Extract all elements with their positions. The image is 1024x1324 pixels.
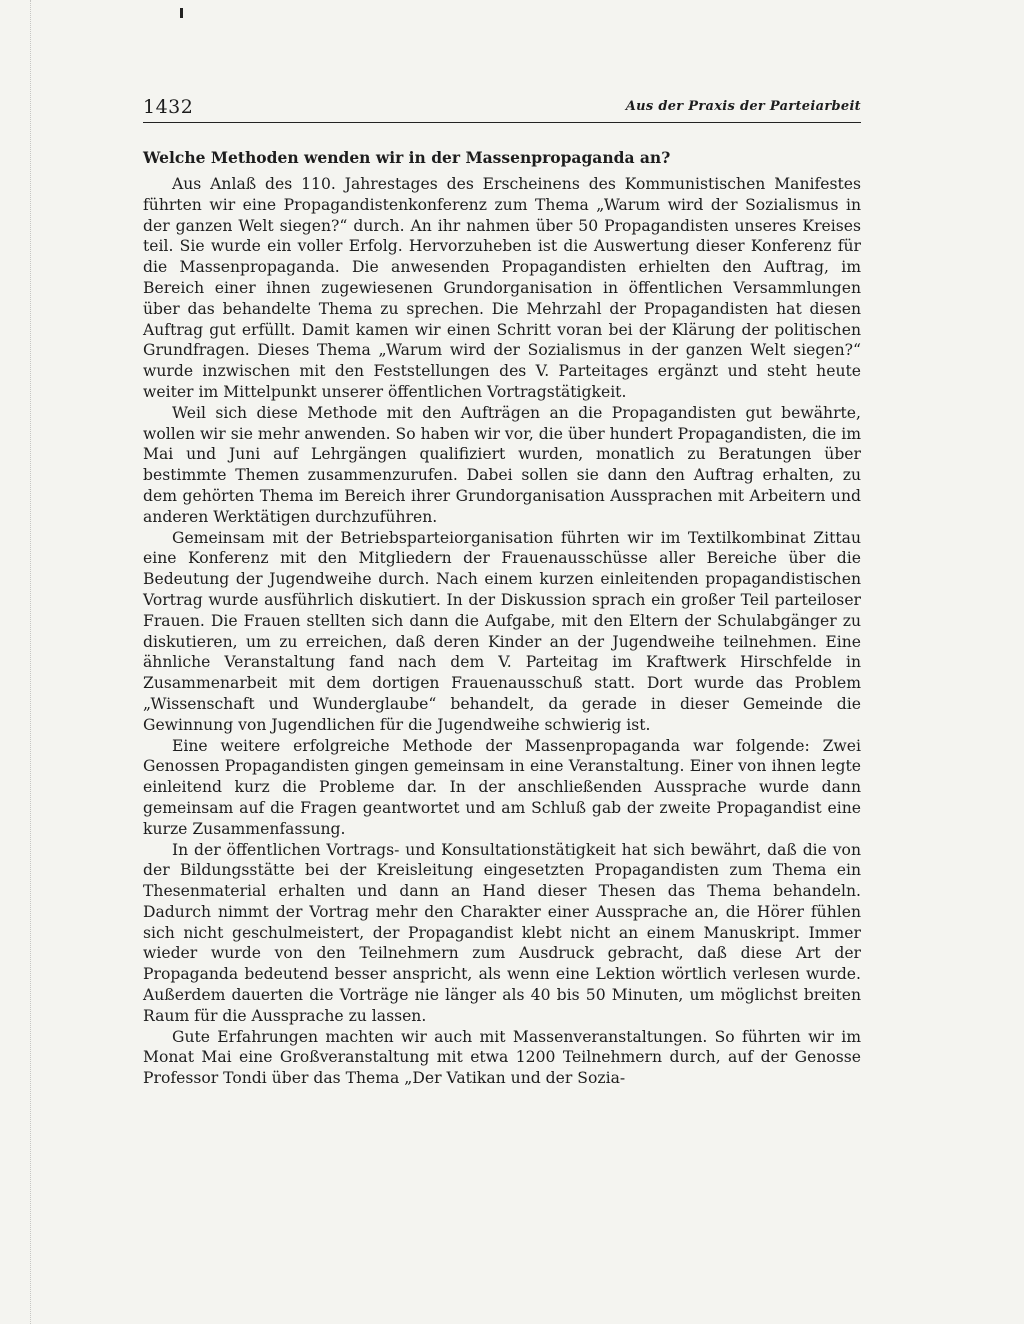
page-number: 1432 [143, 96, 194, 118]
page-header [143, 96, 861, 123]
paragraph: Gute Erfahrungen machten wir auch mit Massenveranstaltungen. So führten wir im Monat Mai eine Großveranstaltung mit etwa 1200 Teilnehmern durch, auf der Genosse Professor Tondi über das Thema „Der Vatikan und der Sozia- [143, 1027, 861, 1088]
paragraph: Weil sich diese Methode mit den Aufträgen an die Propagandisten gut bewährte, wollen wir sie mehr anwenden. So haben wir vor, die über hundert Propagandisten, die im Mai und Juni auf Lehrgängen qualifiziert wurden, monatlich zu Beratungen über bestimmte Themen zusammenzurufen. Dabei sollen sie dann den Auftrag erhalten, zu dem gehörten Thema im Bereich ihrer Grundorganisation Aussprachen mit Arbeitern und anderen Werktätigen durchzuführen. [143, 403, 861, 526]
paragraph: In der öffentlichen Vortrags- und Konsultationstätigkeit hat sich bewährt, daß die von der Bildungsstätte bei der Kreisleitung eingesetzten Propagandisten zum Thema ein Thesenmaterial erhalten und dann an Hand dieser Thesen das Thema behandeln. Dadurch nimmt der Vortrag mehr den Charakter einer Aussprache an, die Hörer fühlen sich nicht geschulmeistert, der Propagandist klebt nicht an einem Manuskript. Immer wieder wurde von den Teilnehmern zum Ausdruck gebracht, daß diese Art der Propaganda bedeutend besser anspricht, als wenn eine Lektion wörtlich verlesen wurde. Außerdem dauerten die Vorträge nie länger als 40 bis 50 Minuten, um möglichst breiten Raum für die Aussprache zu lassen. [143, 840, 861, 1025]
scan-mark [180, 8, 183, 18]
paragraph: Aus Anlaß des 110. Jahrestages des Erscheinens des Kommunistischen Manifestes führten wir eine Propagandistenkonferenz zum Thema „Warum wird der Sozialismus in der ganzen Welt siegen?“ durch. An ihr nahmen über 50 Propagandisten unseres Kreises teil. Sie wurde ein voller Erfolg. Hervorzuheben ist die Auswertung dieser Konferenz für die Massenpropaganda. Die anwesenden Propagandisten erhielten den Auftrag, im Bereich einer ihnen zugewiesenen Grundorganisation in öffentlichen Versammlungen über das behandelte Thema zu sprechen. Die Mehrzahl der Propagandisten hat diesen Auftrag gut erfüllt. Damit kamen wir einen Schritt voran bei der Klärung der politischen Grundfragen. Dieses Thema „Warum wird der Sozialismus in der ganzen Welt siegen?“ wurde inzwischen mit den Feststellungen des V. Parteitages ergänzt und steht heute weiter im Mittelpunkt unserer öffentlichen Vortragstätigkeit. [143, 175, 861, 401]
scan-margin [30, 0, 35, 1324]
running-head: Aus der Praxis der Parteiarbeit [625, 99, 861, 114]
article-body [143, 174, 861, 1089]
paragraph: Eine weitere erfolgreiche Methode der Massenpropaganda war folgende: Zwei Genossen Propagandisten gingen gemeinsam in eine Veranstaltung. Einer von ihnen legte einleitend kurz die Probleme dar. In der anschließenden Aussprache wurde dann gemeinsam auf die Fragen geantwortet und am Schluß gab der zweite Propagandist eine kurze Zusammenfassung. [143, 736, 861, 838]
paragraph: Gemeinsam mit der Betriebsparteiorganisation führten wir im Textilkombinat Zittau eine Konferenz mit den Mitgliedern der Frauenausschüsse aller Bereiche über die Bedeutung der Jugendweihe durch. Nach einem kurzen einleitenden propagandistischen Vortrag wurde ausführlich diskutiert. In der Diskussion sprach ein großer Teil parteiloser Frauen. Die Frauen stellten sich dann die Aufgabe, mit den Eltern der Schulabgänger zu diskutieren, um zu erreichen, daß deren Kinder an der Jugendweihe teilnehmen. Eine ähnliche Veranstaltung fand nach dem V. Parteitag im Kraftwerk Hirschfelde in Zusammenarbeit mit dem dortigen Frauenausschuß statt. Dort wurde das Problem „Wissenschaft und Wunderglaube“ behandelt, da gerade in dieser Gemeinde die Gewinnung von Jugendlichen für die Jugendweihe schwierig ist. [143, 528, 861, 734]
section-title: Welche Methoden wenden wir in der Massenpropaganda an? [143, 148, 671, 167]
